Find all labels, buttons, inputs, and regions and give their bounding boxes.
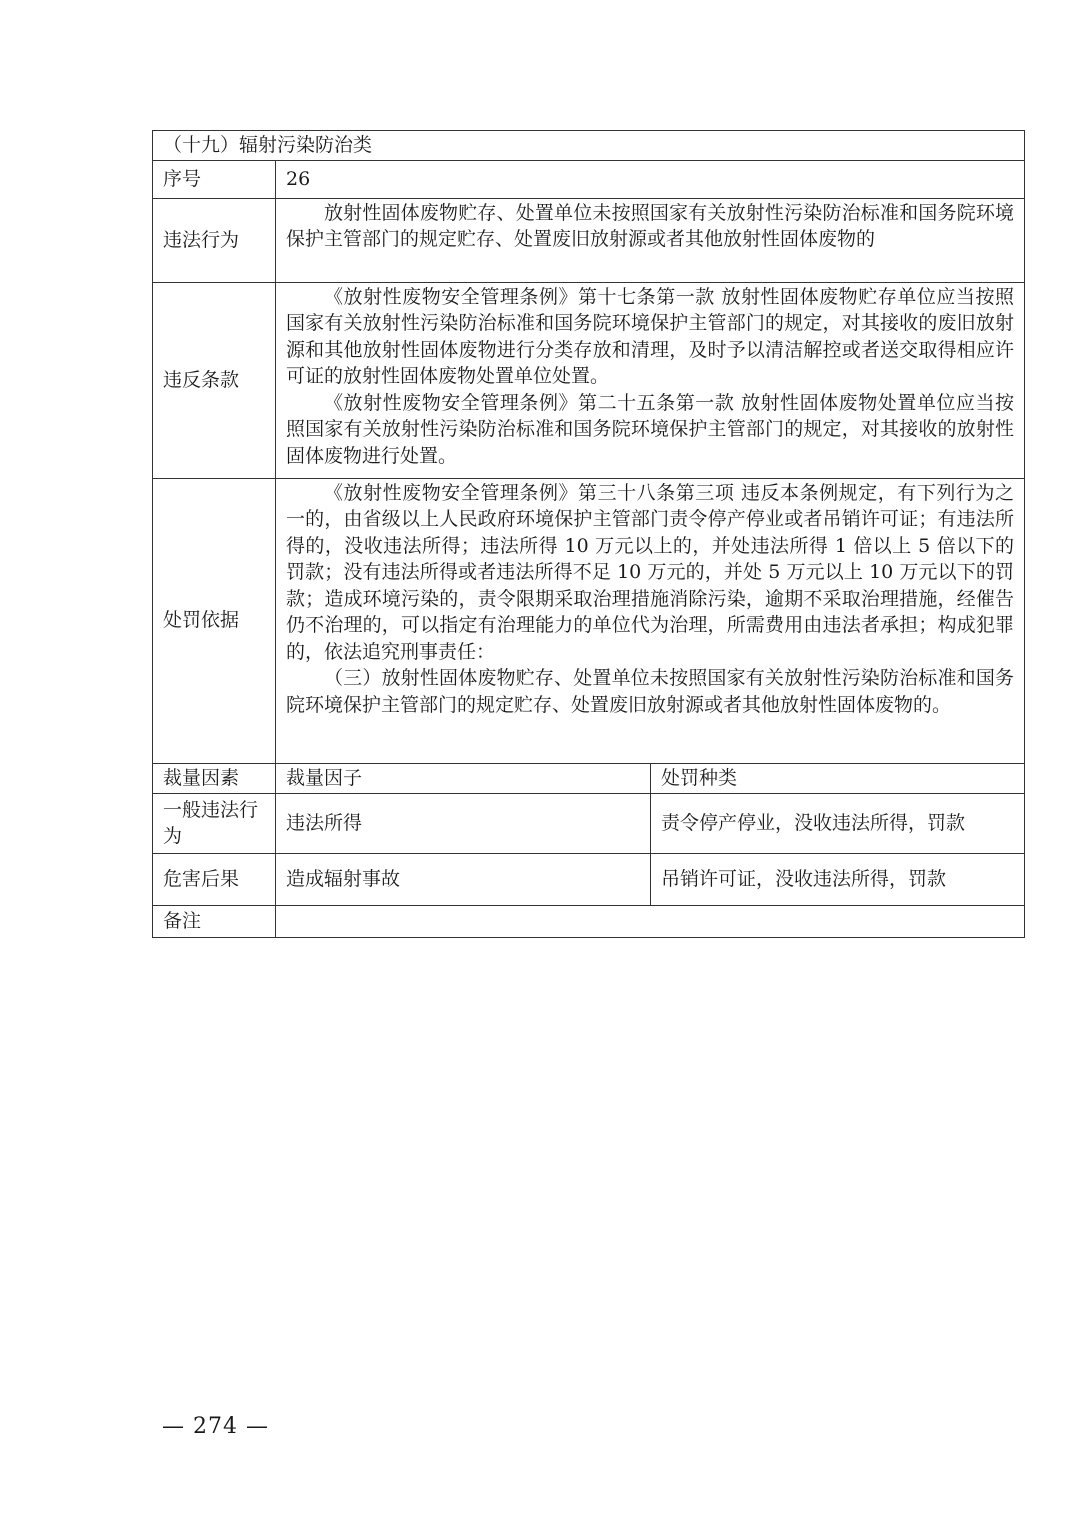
discretion-header-row — [153, 763, 1025, 793]
clause-paragraph-2: 《放射性废物安全管理条例》第二十五条第一款 放射性固体废物处置单位应当按照国家有关放射性污染防治标准和国务院环境保护主管部门的规定，对其接收的放射性固体废物进行处置。 — [286, 391, 1014, 467]
page-number: — 274 — — [162, 1414, 269, 1439]
serial-label: 序号 — [153, 160, 276, 198]
violated-clauses-label: 违反条款 — [153, 282, 276, 478]
penalty-basis-row — [153, 478, 1025, 763]
serial-row — [153, 160, 1025, 198]
row-factor: 造成辐射事故 — [276, 853, 651, 905]
violation-cell — [276, 198, 1025, 282]
row-label: 危害后果 — [153, 853, 276, 905]
violated-clauses-row — [153, 282, 1025, 478]
category-row — [153, 131, 1025, 161]
discretion-label: 裁量因素 — [153, 763, 276, 793]
violation-text: 放射性固体废物贮存、处置单位未按照国家有关放射性污染防治标准和国务院环境保护主管部门的规定贮存、处置废旧放射源或者其他放射性固体废物的 — [286, 201, 1014, 250]
factor-header: 裁量因子 — [276, 763, 651, 793]
penalty-basis-cell — [276, 478, 1025, 763]
remarks-label: 备注 — [153, 905, 276, 937]
table-row — [153, 793, 1025, 853]
row-factor: 违法所得 — [276, 793, 651, 853]
serial-value: 26 — [276, 160, 1025, 198]
clause-paragraph-1: 《放射性废物安全管理条例》第十七条第一款 放射性固体废物贮存单位应当按照国家有关放射性污染防治标准和国务院环境保护主管部门的规定，对其接收的废旧放射源和其他放射性固体废物进行分类存放和清理，及时予以清洁解控或者送交取得相应许可证的放射性固体废物处置单位处置。 — [286, 285, 1014, 387]
basis-paragraph-2: （三）放射性固体废物贮存、处置单位未按照国家有关放射性污染防治标准和国务院环境保护主管部门的规定贮存、处置废旧放射源或者其他放射性固体废物的。 — [286, 667, 1014, 716]
penalty-basis-label: 处罚依据 — [153, 478, 276, 763]
violated-clauses-cell — [276, 282, 1025, 478]
basis-paragraph-1: 《放射性废物安全管理条例》第三十八条第三项 违反本条例规定，有下列行为之一的，由省级以上人民政府环境保护主管部门责令停产停业或者吊销许可证；有违法所得的，没收违法所得；违法所得 10 万元以上的，并处违法所得 1 倍以上 5 倍以下的罚款；没有违法所得或者违法所得不足 10 万元的，并处 5 万元以上 10 万元以下的罚款；造成环境污染的，责令限期采取治理措施消除污染，逾期不采取治理措施，经催告仍不治理的，可以指定有治理能力的单位代为治理，所需费用由违法者承担；构成犯罪的，依法追究刑事责任： — [286, 481, 1014, 663]
table-row — [153, 853, 1025, 905]
penalty-standard-table — [152, 130, 1025, 938]
row-penalty: 责令停产停业，没收违法所得，罚款 — [651, 793, 1025, 853]
remarks-row — [153, 905, 1025, 937]
violation-row — [153, 198, 1025, 282]
remarks-value — [276, 905, 1025, 937]
category-title: （十九）辐射污染防治类 — [153, 131, 1025, 161]
violation-label: 违法行为 — [153, 198, 276, 282]
penalty-type-header: 处罚种类 — [651, 763, 1025, 793]
row-label: 一般违法行为 — [153, 793, 276, 853]
row-penalty: 吊销许可证，没收违法所得，罚款 — [651, 853, 1025, 905]
